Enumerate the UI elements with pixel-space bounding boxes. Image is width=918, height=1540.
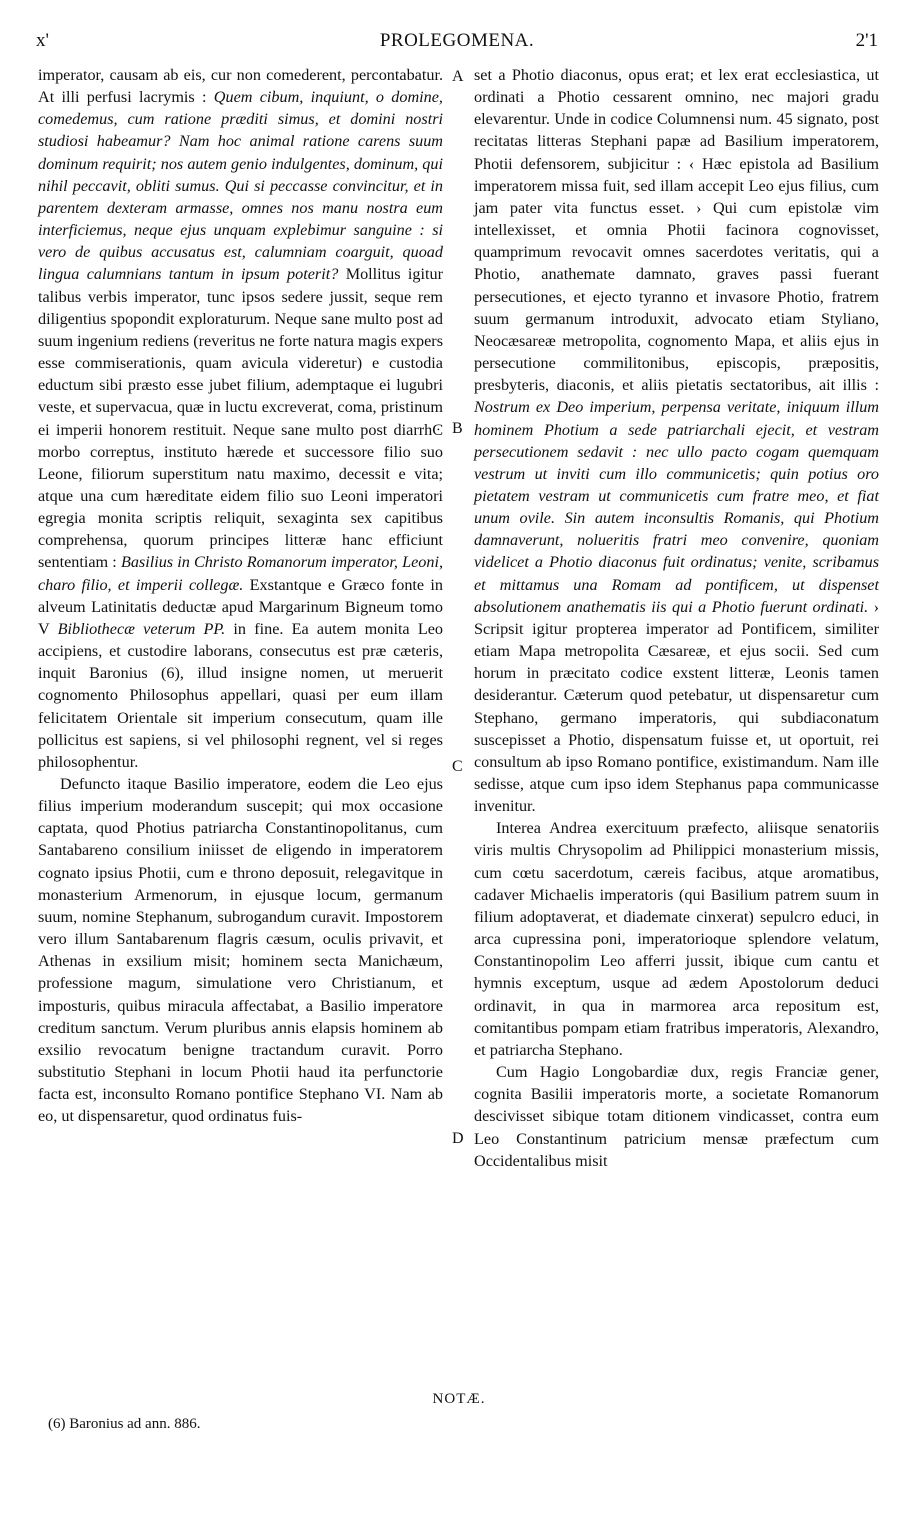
- right-paragraph-2: Interea Andrea exercituum præfecto, aliisque senatoriis viris multis Chrysopolim ad Philippici monasterium missis, cum cœtu sacerdotum, cæreis facibus, atque aromatibus, cadaver Michaelis imperatoris (qui Basilium patrem suum in filium adoptaverat, et diademate cinxerat) sepulcro educi, in arca cupressina poni, imperatorioque splendore velatum, Constantinopolim Leo afferri jussit, ibique cum cantu et hymnis exceptum, usque ad ædem Apostolorum deduci ordinavit, in qua in marmorea arca repositum est, comitantibus pompam etiam fratribus imperatoris, Alexandro, et patriarcha Stephano.: [474, 819, 879, 1059]
- left-paragraph-1-run-1: Quem cibum, inquiunt, o domine, comedemus, cum ratione præditi simus, et domini nostri studiosi habeamur? Nam hoc animal ratione carens suum dominum requirit; nos autem genio indulgentes, dominum, qui nihil peccavit, obliti sumus. Qui si peccasse convincitur, et in parentem dexteram armasse, omnes nos manu nostra eum interficiemus, neque ejus unquam explebimur sanguine : si vero de quibus accusatus est, calumniam coarguit, quoad lingua calumnians tantum in ipsum poterit?: [38, 88, 443, 284]
- notes-heading: NOTÆ.: [432, 1391, 486, 1407]
- left-paragraph-1-run-6: in fine. Ea autem monita Leo accipiens, et custodire laborans, consecutus est præ cæteris, inquit Baronius (6), illud insigne nomen, ut meruerit cognomento Philosophus appellari, quasi per eum illam felicitatem Orientale sit imperium consecutum, quam ille pollicitus est sapiens, si vel philosophi regnent, vel si reges philosophentur.: [38, 619, 443, 771]
- left-column: [38, 64, 443, 1128]
- left-paragraph-1-run-5: Bibliothecæ veterum PP.: [57, 619, 226, 638]
- left-paragraph-2: Defuncto itaque Basilio imperatore, eodem die Leo ejus filius imperium moderandum suscepit; qui mox occasione captata, quod Photius patriarcha Constantinopolitanus, cum Santabareno consilium iniisset de eligendo in imperatorem cognato ipsius Photii, cum e throno deposuit, relegavitque in monasterium Armenorum, in ejusque locum, germanum suum, nomine Stephanum, subrogandum curavit. Impostorem vero illum Santabarenum flagris cæsum, oculis privavit, et Athenas in exsilium misit; hominem secta Manichæum, professione magum, simulatione vero Christianum, et imposturis, quibus miracula affectabat, a Basilio imperatore creditum sanctum. Verum pluribus annis elapsis hominem ab exsilio revocatum benigne tractandum curavit. Porro substitutio Stephani in locum Photii haud ita perfunctorie facta est, inconsulto Romano pontifice Stephano VI. Nam ab eo, ut dispensaretur, quod ordinatus fuis-: [38, 775, 443, 1126]
- running-header: [36, 30, 878, 60]
- left-paragraph-1-run-2: Mollitus igitur talibus verbis imperator, tunc ipsos sedere jussit, seque rem diligentius spopondit exploraturum. Neque sane multo post ad suum ingenium rediens (reveritus ne forte natura magis expers esse commiserationis, quam avicula videretur) e custodia eductum sibi præsto esse jubet filium, ademptaque ei lugubri veste, et supervacua, quæ in luctu excreverat, coma, pristinum ei imperii honorem restituit. Neque sane multo post diarrhϾ morbo correptus, instituto hærede et successore filio suo Leone, filiorum superstitum natu maximo, decessit e vita; atque una cum hæreditate eidem filio suo Leoni imperatori egregia monita scriptis reliquit, sexaginta sex capitibus comprehensa, quorum principes litteræ hanc efficiunt sententiam :: [38, 265, 443, 572]
- margin-marker-b: B: [452, 420, 463, 437]
- right-paragraph-3: Cum Hagio Longobardiæ dux, regis Franciæ gener, cognita Basilii imperatoris morte, a societate Romanorum descivisset sibique totam ditionem vindicasset, contra eum Leo Constantinum patricium mensæ præfectum cum Occidentalibus misit: [474, 1063, 879, 1170]
- footnote: (6) Baronius ad ann. 886.: [48, 1416, 201, 1432]
- right-paragraph-1-run-2: › Scripsit igitur propterea imperator ad Pontificem, similiter etiam Mapa metropolita Cæsareæ, et ejus socii. Sed cum horum in præcitato codice exstent litteræ, Leonis tamen desiderantur. Cæterum quod petebatur, ut dispensaretur cum Stephano, germano imperatoris, qui subdiaconatum suscepisset a Photio, dispensatum fuisse et, ut oportuit, rei consultum ab ipso Romano pontifice, existimandum. Nam ille sedisse, atque cum ipso idem Stephanus papa communicasse invenitur.: [474, 597, 879, 816]
- right-column: [474, 64, 879, 1172]
- left-paragraph-1-run-3: Basilius in Christo Romanorum imperator, Leoni, charo filio, et imperii collegæ.: [38, 553, 444, 594]
- left-paragraph-1-run-0: imperator, causam ab eis, cur non comederent, percontabatur. At illi perfusi lacrymis :: [38, 66, 443, 107]
- right-paragraph-1-run-1: Nostrum ex Deo imperium, perpensa veritate, iniquum illum hominem Photium a sede patriarchali ejecit, et vestram persecutionem sedavit : nec ullo pacto cogam quemquam vestrum ut inviti cum illo communicetis; quin potius oro pietatem vestram ut communicetis cum fratre meo, et fiat unum ovile. Sin autem inconsultis Romanis, qui Photium damnaverunt, nolueritis fratri meo convenire, quoniam videlicet a Photio diaconus fuit ordinatus; venite, scribamus et mittamus una Romam ad pontificem, ut dispenset absolutionem anathematis iis qui a Photio fuerunt ordinati.: [474, 398, 879, 616]
- left-paragraph-1: [38, 64, 443, 773]
- margin-marker-d: D: [452, 1130, 464, 1147]
- page-title: PROLEGOMENA.: [379, 30, 535, 51]
- margin-marker-c: C: [452, 758, 463, 775]
- right-paragraph-1-run-0: set a Photio diaconus, opus erat; et lex erat ecclesiastica, ut ordinati a Photio cessarent omnino, nec majori gradu elevarentur. Unde in codice Columnensi num. 45 signato, post recitatas litteras Stephani papæ ad Basilium imperatorem, Photii defensorem, subjicitur : ‹ Hæc epistola ad Basilium imperatorem missa fuit, sed illam accepit Leo ejus filius, cum jam pater vita functus esset. › Qui cum epistolæ vim intellexisset, et omnia Photii facinora cognovisset, quamprimum revocavit omnes sacerdotes veritatis, qui a Photio, anathemate damnato, graves passi fuerant persecutiones, et ejecto tyranno et invasore Photio, fratrem suum germanum introduxit, advocato etiam Styliano, Neocæsareæ metropolita, cognomento Mapa, et aliis ejus in persecutione commilitonibus, episcopis, præpositis, presbyteris, diaconis, et aliis pietatis sectatoribus, ait illis :: [474, 66, 879, 395]
- right-page-number: 2'1: [855, 30, 878, 51]
- margin-marker-a: A: [452, 68, 464, 85]
- left-page-number: x': [36, 30, 49, 51]
- right-paragraph-1: [474, 64, 879, 817]
- left-paragraph-1-run-4: Exstantque e Græco fonte in alveum Latinitatis deductæ apud Margarinum Bigneum tomo V: [38, 575, 443, 638]
